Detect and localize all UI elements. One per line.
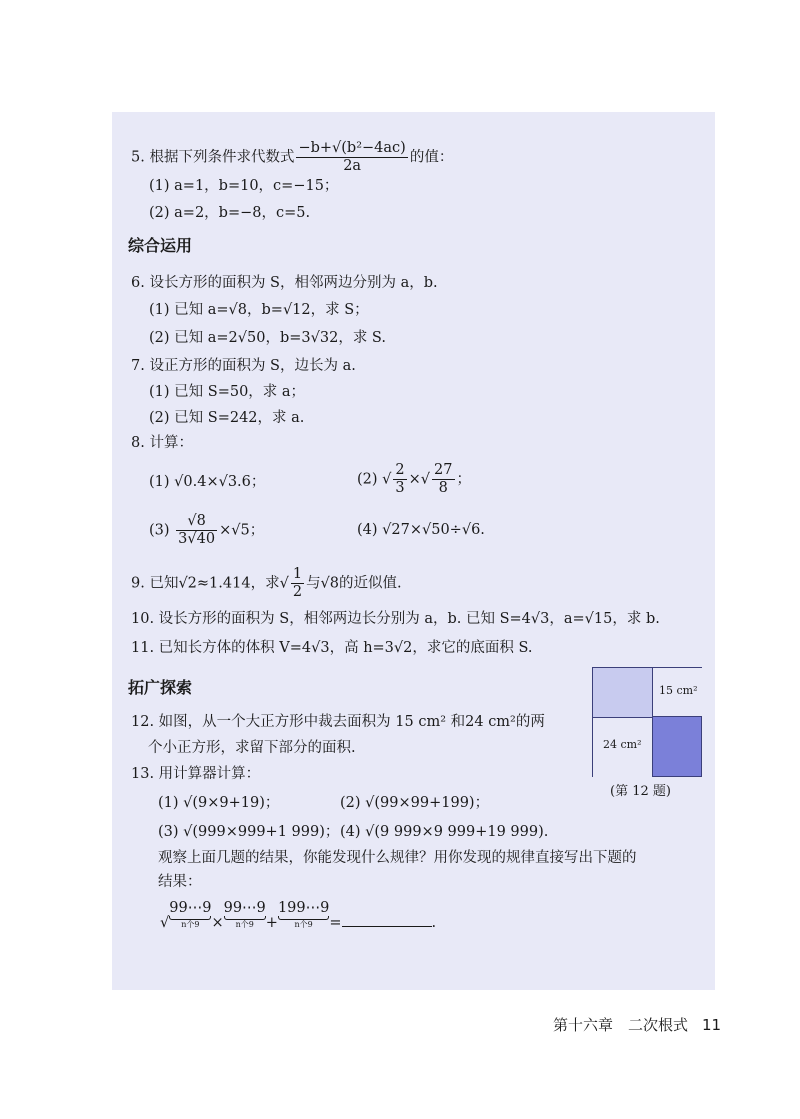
problem-5: 5. 根据下列条件求代数式 $\frac{\text{−b+√(b²−4ac)}}{2a}$ 的值： xyxy=(131,140,454,174)
problem-13: 13. 用计算器计算： xyxy=(131,766,261,782)
problem-5-part-1: (1) a=1，b=10，c=−15； xyxy=(149,178,339,194)
problem-10: 10. 设长方形的面积为 S，相邻两边长分别为 a，b. 已知 S=4√3，a=√15，求 b. xyxy=(131,611,660,627)
page-number: 11 xyxy=(702,1016,722,1034)
problem-8: 8. 计算： xyxy=(131,435,193,451)
remaining-region-bottom xyxy=(653,717,701,776)
remaining-region-top xyxy=(593,668,652,716)
quadratic-expression: $\frac{\text{−b+√(b²−4ac)}}{2a}$ xyxy=(298,140,406,174)
problem-13-observe: 观察上面几题的结果，你能发现什么规律？用你发现的规律直接写出下题的 xyxy=(158,850,637,866)
problem-13-part-1: (1) √(9×9+19)； xyxy=(158,795,280,811)
problem-7: 7. 设正方形的面积为 S，边长为 a. xyxy=(131,358,356,374)
problem-8-part-3: (3) $\frac{√8}{3√40}$ ×√5； xyxy=(149,513,265,547)
chapter-title: 第十六章 二次根式 xyxy=(553,1016,689,1034)
section-heading-extension: 拓广探索 xyxy=(128,678,193,697)
problem-6-part-1: (1) 已知 a=√8，b=√12，求 S； xyxy=(149,302,369,318)
problem-13-part-3: (3) √(999×999+1 999)； xyxy=(158,824,340,840)
problem-13-result: 结果： xyxy=(158,874,202,890)
problem-8-part-4: (4) √27×√50÷√6. xyxy=(357,522,485,538)
figure-caption: (第 12 题) xyxy=(610,784,671,799)
problem-12-line-1: 12. 如图，从一个大正方形中裁去面积为 15 cm² 和24 cm²的两 xyxy=(131,714,545,730)
problem-9: 9. 已知√2≈1.414，求√ $\frac{1}{2}$ 与√8的近似值. xyxy=(131,566,402,600)
label-15cm2: 15 cm² xyxy=(659,684,698,697)
page-footer xyxy=(553,1014,721,1035)
problem-11: 11. 已知长方体的体积 V=4√3，高 h=3√2，求它的底面积 S. xyxy=(131,640,533,656)
problem-6: 6. 设长方形的面积为 S，相邻两边分别为 a，b. xyxy=(131,275,438,291)
problem-13-part-2: (2) √(99×99+199)； xyxy=(340,795,490,811)
label-24cm2: 24 cm² xyxy=(603,738,642,751)
problem-5-part-2: (2) a=2，b=−8，c=5. xyxy=(149,205,311,221)
problem-13-pattern-expression: √99⋯9 n个9 ×99⋯9 n个9 +199⋯9 n个9 = . xyxy=(160,900,437,931)
problem-12-line-2: 个小正方形，求留下部分的面积. xyxy=(148,740,356,756)
problem-7-part-2: (2) 已知 S=242，求 a. xyxy=(149,410,305,426)
problem-8-part-1: (1) √0.4×√3.6； xyxy=(149,474,266,490)
section-heading-comprehensive: 综合运用 xyxy=(128,236,193,255)
problem-13-part-4: (4) √(9 999×9 999+19 999). xyxy=(340,824,549,840)
answer-blank[interactable] xyxy=(342,912,432,927)
problem-5-stem: 5. 根据下列条件求代数式 xyxy=(131,149,295,166)
square-figure xyxy=(592,667,702,777)
problem-6-part-2: (2) 已知 a=2√50，b=3√32，求 S. xyxy=(149,330,386,346)
problem-8-part-2: (2) √ $\frac{2}{3}$ ×√ $\frac{27}{8}$ ； xyxy=(357,462,471,496)
problem-7-part-1: (1) 已知 S=50，求 a； xyxy=(149,384,306,400)
